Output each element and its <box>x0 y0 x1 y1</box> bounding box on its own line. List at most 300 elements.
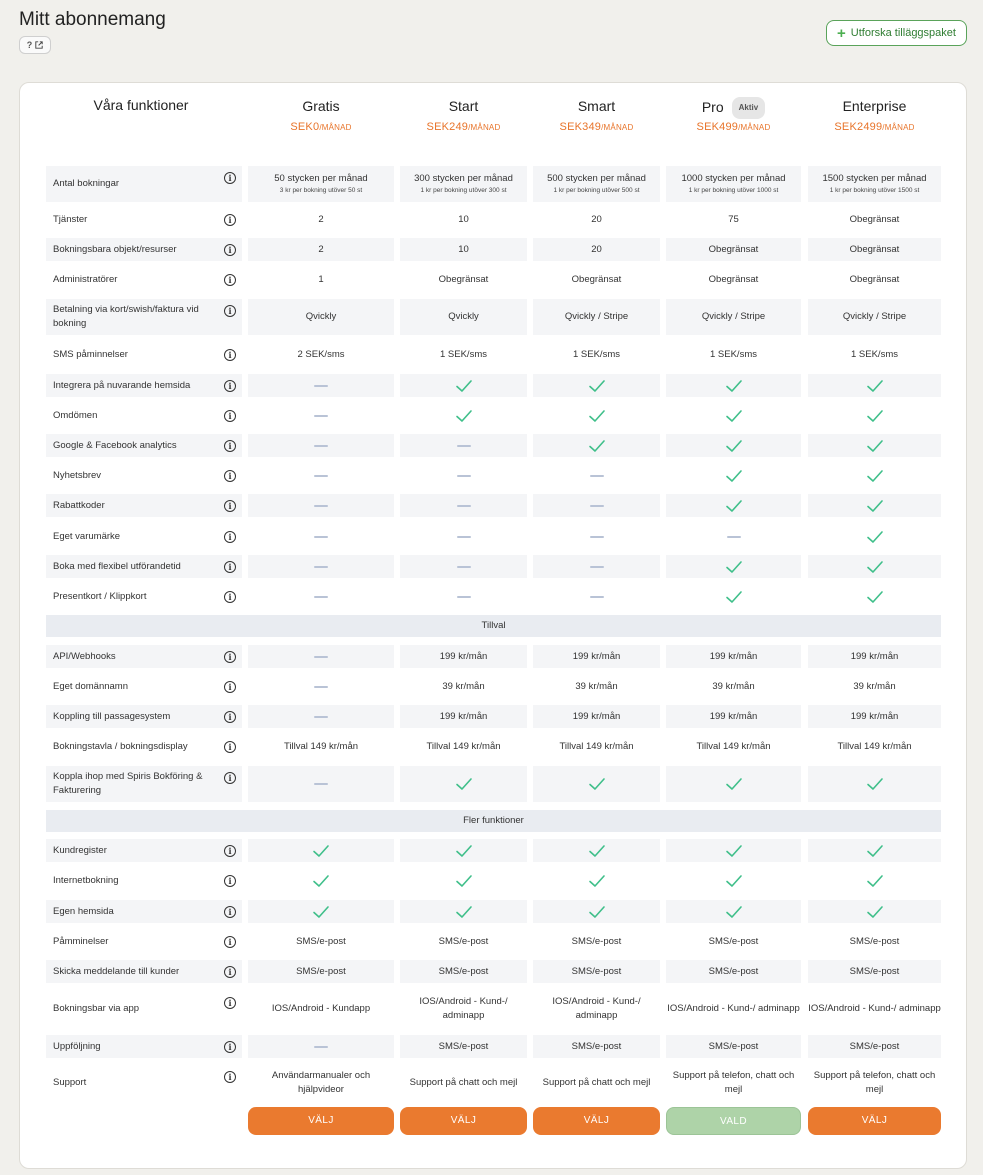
cell-text: 199 kr/mån <box>709 650 758 662</box>
select-plan-button-enterprise[interactable]: VÄLJ <box>808 1107 941 1135</box>
feature-cell <box>248 991 394 1026</box>
cell-text: Obegränsat <box>438 273 489 285</box>
info-icon[interactable]: i <box>224 681 236 693</box>
cell-text: Obegränsat <box>708 273 759 285</box>
cell-text: 199 kr/mån <box>709 710 758 722</box>
select-plan-button-start[interactable]: VÄLJ <box>400 1107 527 1135</box>
feature-label <box>46 404 242 427</box>
select-plan-button-gratis[interactable]: VÄLJ <box>248 1107 394 1135</box>
cell-text: IOS/Android - Kund-/ adminapp <box>667 1002 800 1014</box>
feature-label-text: Bokningsbara objekt/resurser <box>53 243 177 255</box>
feature-row <box>46 404 941 427</box>
info-icon[interactable]: i <box>224 172 236 184</box>
cell-text: Användarmanualer och hjälpvideor <box>271 1069 371 1095</box>
plan-price <box>248 121 394 133</box>
cell-text: 39 kr/mån <box>442 680 485 692</box>
feature-cell <box>666 675 801 698</box>
feature-cell <box>533 705 660 728</box>
feature-label-text: Bokningstavla / bokningsdisplay <box>53 740 188 752</box>
cell-text: SMS/e-post <box>708 965 759 977</box>
check-icon <box>866 439 884 453</box>
feature-cell <box>400 839 527 862</box>
dash-icon <box>314 656 328 658</box>
info-icon[interactable]: i <box>224 1041 236 1053</box>
plan-name-text: Gratis <box>302 98 340 114</box>
cell-text: 199 kr/mån <box>439 650 488 662</box>
feature-cell <box>808 238 941 261</box>
check-icon <box>725 874 743 888</box>
feature-cell <box>666 299 801 335</box>
feature-cell <box>400 1065 527 1100</box>
feature-cell <box>808 404 941 427</box>
feature-cell <box>666 494 801 517</box>
check-icon <box>866 874 884 888</box>
cell-text: SMS/e-post <box>438 965 489 977</box>
feature-label <box>46 960 242 983</box>
feature-cell <box>533 238 660 261</box>
cell-text: Obegränsat <box>849 273 900 285</box>
feature-cell <box>400 494 527 517</box>
dash-icon <box>457 596 471 598</box>
check-icon <box>725 409 743 423</box>
feature-cell <box>666 991 801 1026</box>
check-icon <box>588 844 606 858</box>
feature-row <box>46 839 941 862</box>
feature-cell <box>808 766 941 802</box>
cell-text: Qvickly / Stripe <box>564 311 629 322</box>
check-icon <box>725 590 743 604</box>
plan-name <box>248 97 394 115</box>
info-icon[interactable]: i <box>224 244 236 256</box>
plan-period: /MÅNAD <box>738 123 771 132</box>
dash-icon <box>314 566 328 568</box>
info-icon[interactable]: i <box>224 380 236 392</box>
cell-text: SMS/e-post <box>438 935 489 947</box>
feature-cell <box>533 991 660 1026</box>
feature-cell <box>248 839 394 862</box>
feature-cell <box>808 705 941 728</box>
cell-text: Tillval 149 kr/mån <box>837 740 912 752</box>
plan-period: /MÅNAD <box>468 123 501 132</box>
feature-cell <box>400 900 527 923</box>
feature-cell <box>533 869 660 892</box>
check-icon <box>866 590 884 604</box>
cell-main-text: 500 stycken per månad <box>547 173 646 184</box>
feature-cell <box>808 869 941 892</box>
feature-cell <box>400 930 527 953</box>
info-icon[interactable]: i <box>224 561 236 573</box>
feature-cell <box>533 735 660 758</box>
feature-cell <box>248 494 394 517</box>
plan-name <box>400 97 527 115</box>
feature-cell <box>808 525 941 548</box>
feature-label-text: Support <box>53 1076 87 1088</box>
info-icon[interactable]: i <box>224 936 236 948</box>
check-icon <box>588 777 606 791</box>
feature-row <box>46 343 941 366</box>
feature-cell <box>533 645 660 668</box>
feature-cell <box>666 735 801 758</box>
info-icon[interactable]: i <box>224 440 236 452</box>
section-header-tillval: Tillval <box>46 615 941 637</box>
feature-cell <box>666 1035 801 1058</box>
cell-text: Support på chatt och mejl <box>409 1076 518 1088</box>
feature-cell <box>666 839 801 862</box>
feature-cell <box>400 299 527 335</box>
cell-text: IOS/Android - Kund-/ adminapp <box>419 995 508 1021</box>
feature-cell <box>808 166 941 202</box>
dash-icon <box>590 505 604 507</box>
feature-cell <box>400 960 527 983</box>
feature-cell <box>666 374 801 397</box>
feature-cell <box>248 675 394 698</box>
cell-text: Qvickly <box>305 311 337 322</box>
feature-cell <box>533 900 660 923</box>
check-icon <box>312 874 330 888</box>
cell-text: Obegränsat <box>571 273 622 285</box>
feature-cell <box>400 705 527 728</box>
info-icon[interactable]: i <box>224 997 236 1009</box>
subscription-card <box>19 82 967 1169</box>
cell-text: Obegränsat <box>849 213 900 225</box>
dash-icon <box>457 475 471 477</box>
feature-label-text: Omdömen <box>53 409 98 421</box>
cell-text: 2 <box>318 213 324 225</box>
feature-cell <box>248 166 394 202</box>
feature-label-text: Koppla ihop med Spiris Bokföring & Fakturering <box>53 771 203 796</box>
cell-text: 199 kr/mån <box>850 650 899 662</box>
feature-cell <box>400 766 527 802</box>
feature-row <box>46 1065 941 1100</box>
feature-cell <box>533 374 660 397</box>
feature-label <box>46 434 242 457</box>
feature-label <box>46 645 242 668</box>
feature-cell <box>533 208 660 231</box>
info-icon[interactable]: i <box>224 470 236 482</box>
info-icon[interactable]: i <box>224 651 236 663</box>
feature-row <box>46 494 941 517</box>
plan-price <box>808 121 941 133</box>
feature-label-text: Presentkort / Klippkort <box>53 590 147 602</box>
feature-label <box>46 900 242 923</box>
dash-icon <box>590 475 604 477</box>
feature-row <box>46 900 941 923</box>
cell-text: SMS/e-post <box>708 1040 759 1052</box>
feature-cell <box>533 930 660 953</box>
dash-icon <box>457 566 471 568</box>
dash-icon <box>590 536 604 538</box>
plan-header-smart <box>533 97 660 133</box>
check-icon <box>725 560 743 574</box>
check-icon <box>725 469 743 483</box>
dash-icon <box>314 385 328 387</box>
cell-text: Tillval 149 kr/mån <box>283 740 359 752</box>
check-icon <box>866 560 884 574</box>
check-icon <box>866 844 884 858</box>
check-icon <box>588 905 606 919</box>
feature-cell <box>808 374 941 397</box>
feature-label-text: Eget varumärke <box>53 530 121 542</box>
feature-label-text: Administratörer <box>53 273 118 285</box>
cell-sub-text: 3 kr per bokning utöver 50 st <box>279 187 363 194</box>
cell-text: SMS/e-post <box>849 965 900 977</box>
section-header-fler-funktioner: Fler funktioner <box>46 810 941 832</box>
feature-cell <box>400 464 527 487</box>
cell-text: IOS/Android - Kundapp <box>271 1002 371 1014</box>
feature-cell <box>666 960 801 983</box>
dash-icon <box>727 536 741 538</box>
feature-label-text: Internetbokning <box>53 874 119 886</box>
feature-cell <box>533 960 660 983</box>
feature-cell <box>533 1035 660 1058</box>
dash-icon <box>457 505 471 507</box>
info-icon[interactable]: i <box>224 966 236 978</box>
feature-row <box>46 166 941 202</box>
check-icon <box>725 844 743 858</box>
feature-row <box>46 930 941 953</box>
feature-label-text: Skicka meddelande till kunder <box>53 965 180 977</box>
feature-cell <box>666 555 801 578</box>
cell-text: SMS/e-post <box>296 935 346 947</box>
feature-row <box>46 555 941 578</box>
plan-period: /MÅNAD <box>882 123 915 132</box>
cell-text: 1 SEK/sms <box>440 348 487 360</box>
select-plan-button-smart[interactable]: VÄLJ <box>533 1107 660 1135</box>
cell-text: 10 <box>458 213 469 225</box>
feature-cell <box>400 675 527 698</box>
check-icon <box>866 469 884 483</box>
cell-text: SMS/e-post <box>296 965 346 977</box>
check-icon <box>588 409 606 423</box>
info-icon[interactable]: i <box>224 845 236 857</box>
dash-icon <box>314 686 328 688</box>
check-icon <box>455 777 473 791</box>
feature-label <box>46 585 242 608</box>
plus-icon: + <box>837 24 846 42</box>
plan-currency: SEK <box>696 121 720 133</box>
info-icon[interactable]: i <box>224 531 236 543</box>
cell-text: Tillval 149 kr/mån <box>559 740 634 752</box>
feature-label-text: Bokningsbar via app <box>53 1002 140 1014</box>
external-link-icon <box>35 41 43 49</box>
feature-label <box>46 268 242 291</box>
dash-icon <box>457 536 471 538</box>
info-icon[interactable]: i <box>224 875 236 887</box>
feature-row <box>46 1035 941 1058</box>
check-icon <box>866 905 884 919</box>
cell-text: SMS/e-post <box>571 1040 622 1052</box>
feature-cell <box>666 268 801 291</box>
explore-addons-label: Utforska tilläggspaket <box>850 27 956 39</box>
feature-row <box>46 735 941 758</box>
info-icon[interactable]: i <box>224 410 236 422</box>
info-icon[interactable]: i <box>224 214 236 226</box>
feature-label-text: Antal bokningar <box>53 178 120 189</box>
feature-cell <box>808 208 941 231</box>
feature-cell <box>666 930 801 953</box>
feature-cell <box>666 525 801 548</box>
feature-cell <box>533 525 660 548</box>
check-icon <box>455 379 473 393</box>
plan-currency: SEK <box>834 121 857 133</box>
check-icon <box>866 379 884 393</box>
select-plan-button-pro[interactable]: VALD <box>666 1107 801 1135</box>
feature-row <box>46 585 941 608</box>
feature-cell <box>248 645 394 668</box>
feature-cell <box>533 268 660 291</box>
check-icon <box>588 874 606 888</box>
plan-currency: SEK <box>290 121 313 133</box>
feature-cell <box>248 766 394 802</box>
feature-label <box>46 525 242 548</box>
info-icon[interactable]: i <box>224 349 236 361</box>
cell-main-text: 1000 stycken per månad <box>681 173 786 184</box>
dash-icon <box>590 596 604 598</box>
feature-cell <box>808 1065 941 1100</box>
plan-name <box>808 97 941 115</box>
feature-label <box>46 991 242 1026</box>
plan-period: /MÅNAD <box>319 123 352 132</box>
feature-cell <box>248 705 394 728</box>
feature-cell <box>400 1035 527 1058</box>
feature-label <box>46 238 242 261</box>
plan-price <box>666 121 801 133</box>
cell-text: Obegränsat <box>849 243 900 255</box>
cell-text: 39 kr/mån <box>853 680 896 692</box>
feature-cell <box>666 343 801 366</box>
feature-label-text: Uppföljning <box>53 1040 101 1052</box>
info-icon[interactable]: i <box>224 305 236 317</box>
feature-cell <box>533 434 660 457</box>
feature-cell <box>400 645 527 668</box>
feature-label <box>46 1035 242 1058</box>
feature-cell <box>400 555 527 578</box>
feature-label <box>46 839 242 862</box>
feature-cell <box>666 238 801 261</box>
check-icon <box>725 379 743 393</box>
dash-icon <box>314 1046 328 1048</box>
feature-cell <box>400 525 527 548</box>
explore-addons-button[interactable] <box>826 20 967 46</box>
feature-cell <box>666 464 801 487</box>
check-icon <box>455 905 473 919</box>
plan-price-value: 349 <box>582 121 602 133</box>
dash-icon <box>314 445 328 447</box>
cell-text: Qvickly / Stripe <box>842 311 907 322</box>
cell-text: Qvickly / Stripe <box>701 311 766 322</box>
dash-icon <box>314 783 328 785</box>
info-icon[interactable]: i <box>224 711 236 723</box>
feature-label <box>46 299 242 335</box>
check-icon <box>725 439 743 453</box>
feature-cell <box>533 675 660 698</box>
feature-row <box>46 299 941 335</box>
check-icon <box>866 530 884 544</box>
dash-icon <box>314 716 328 718</box>
info-icon[interactable]: i <box>224 274 236 286</box>
feature-cell <box>666 705 801 728</box>
plan-name-text: Start <box>448 98 479 114</box>
feature-cell <box>666 900 801 923</box>
feature-row <box>46 766 941 802</box>
check-icon <box>725 777 743 791</box>
feature-cell <box>248 525 394 548</box>
feature-cell <box>248 299 394 335</box>
feature-label-text: Påmminelser <box>53 935 109 947</box>
feature-cell <box>248 900 394 923</box>
check-icon <box>455 874 473 888</box>
help-button[interactable] <box>19 36 51 54</box>
feature-cell <box>666 434 801 457</box>
check-icon <box>725 499 743 513</box>
info-icon[interactable]: i <box>224 906 236 918</box>
feature-label <box>46 166 242 202</box>
page-title: Mitt abonnemang <box>19 9 166 30</box>
info-icon[interactable]: i <box>224 591 236 603</box>
info-icon[interactable]: i <box>224 500 236 512</box>
feature-cell <box>400 869 527 892</box>
feature-label <box>46 766 242 802</box>
cell-text: SMS/e-post <box>571 965 622 977</box>
info-icon[interactable]: i <box>224 1071 236 1083</box>
feature-cell <box>808 585 941 608</box>
cell-text: 199 kr/mån <box>572 710 621 722</box>
feature-cell <box>533 494 660 517</box>
features-title: Våra funktioner <box>93 97 189 113</box>
feature-cell <box>808 299 941 335</box>
plan-currency: SEK <box>426 121 450 133</box>
feature-label-text: Google & Facebook analytics <box>53 439 177 451</box>
info-icon[interactable]: i <box>224 741 236 753</box>
feature-cell <box>248 930 394 953</box>
feature-row <box>46 238 941 261</box>
feature-cell <box>533 766 660 802</box>
feature-cell <box>808 268 941 291</box>
plan-price <box>533 121 660 133</box>
help-label: ? <box>26 40 33 50</box>
feature-cell <box>248 434 394 457</box>
feature-cell <box>666 585 801 608</box>
feature-label-text: Rabattkoder <box>53 499 105 511</box>
feature-label <box>46 705 242 728</box>
check-icon <box>312 905 330 919</box>
feature-cell <box>400 991 527 1026</box>
feature-label <box>46 930 242 953</box>
info-icon[interactable]: i <box>224 772 236 784</box>
feature-row <box>46 675 941 698</box>
plan-price-value: 499 <box>719 121 739 133</box>
plan-name <box>666 97 801 115</box>
feature-cell <box>808 839 941 862</box>
feature-label-text: Integrera på nuvarande hemsida <box>53 379 191 391</box>
check-icon <box>588 439 606 453</box>
cell-text: 199 kr/mån <box>572 650 621 662</box>
plan-price-value: 0 <box>312 121 320 133</box>
cell-text: SMS/e-post <box>849 935 900 947</box>
feature-cell <box>400 238 527 261</box>
feature-cell <box>666 1065 801 1100</box>
cell-text: SMS/e-post <box>708 935 759 947</box>
dash-icon <box>314 475 328 477</box>
plan-header-gratis <box>248 97 394 133</box>
cell-text: SMS/e-post <box>571 935 622 947</box>
cell-text: SMS/e-post <box>849 1040 900 1052</box>
feature-cell <box>248 268 394 291</box>
feature-cell <box>400 166 527 202</box>
feature-cell <box>248 1065 394 1100</box>
feature-row <box>46 374 941 397</box>
plan-period: /MÅNAD <box>601 123 634 132</box>
